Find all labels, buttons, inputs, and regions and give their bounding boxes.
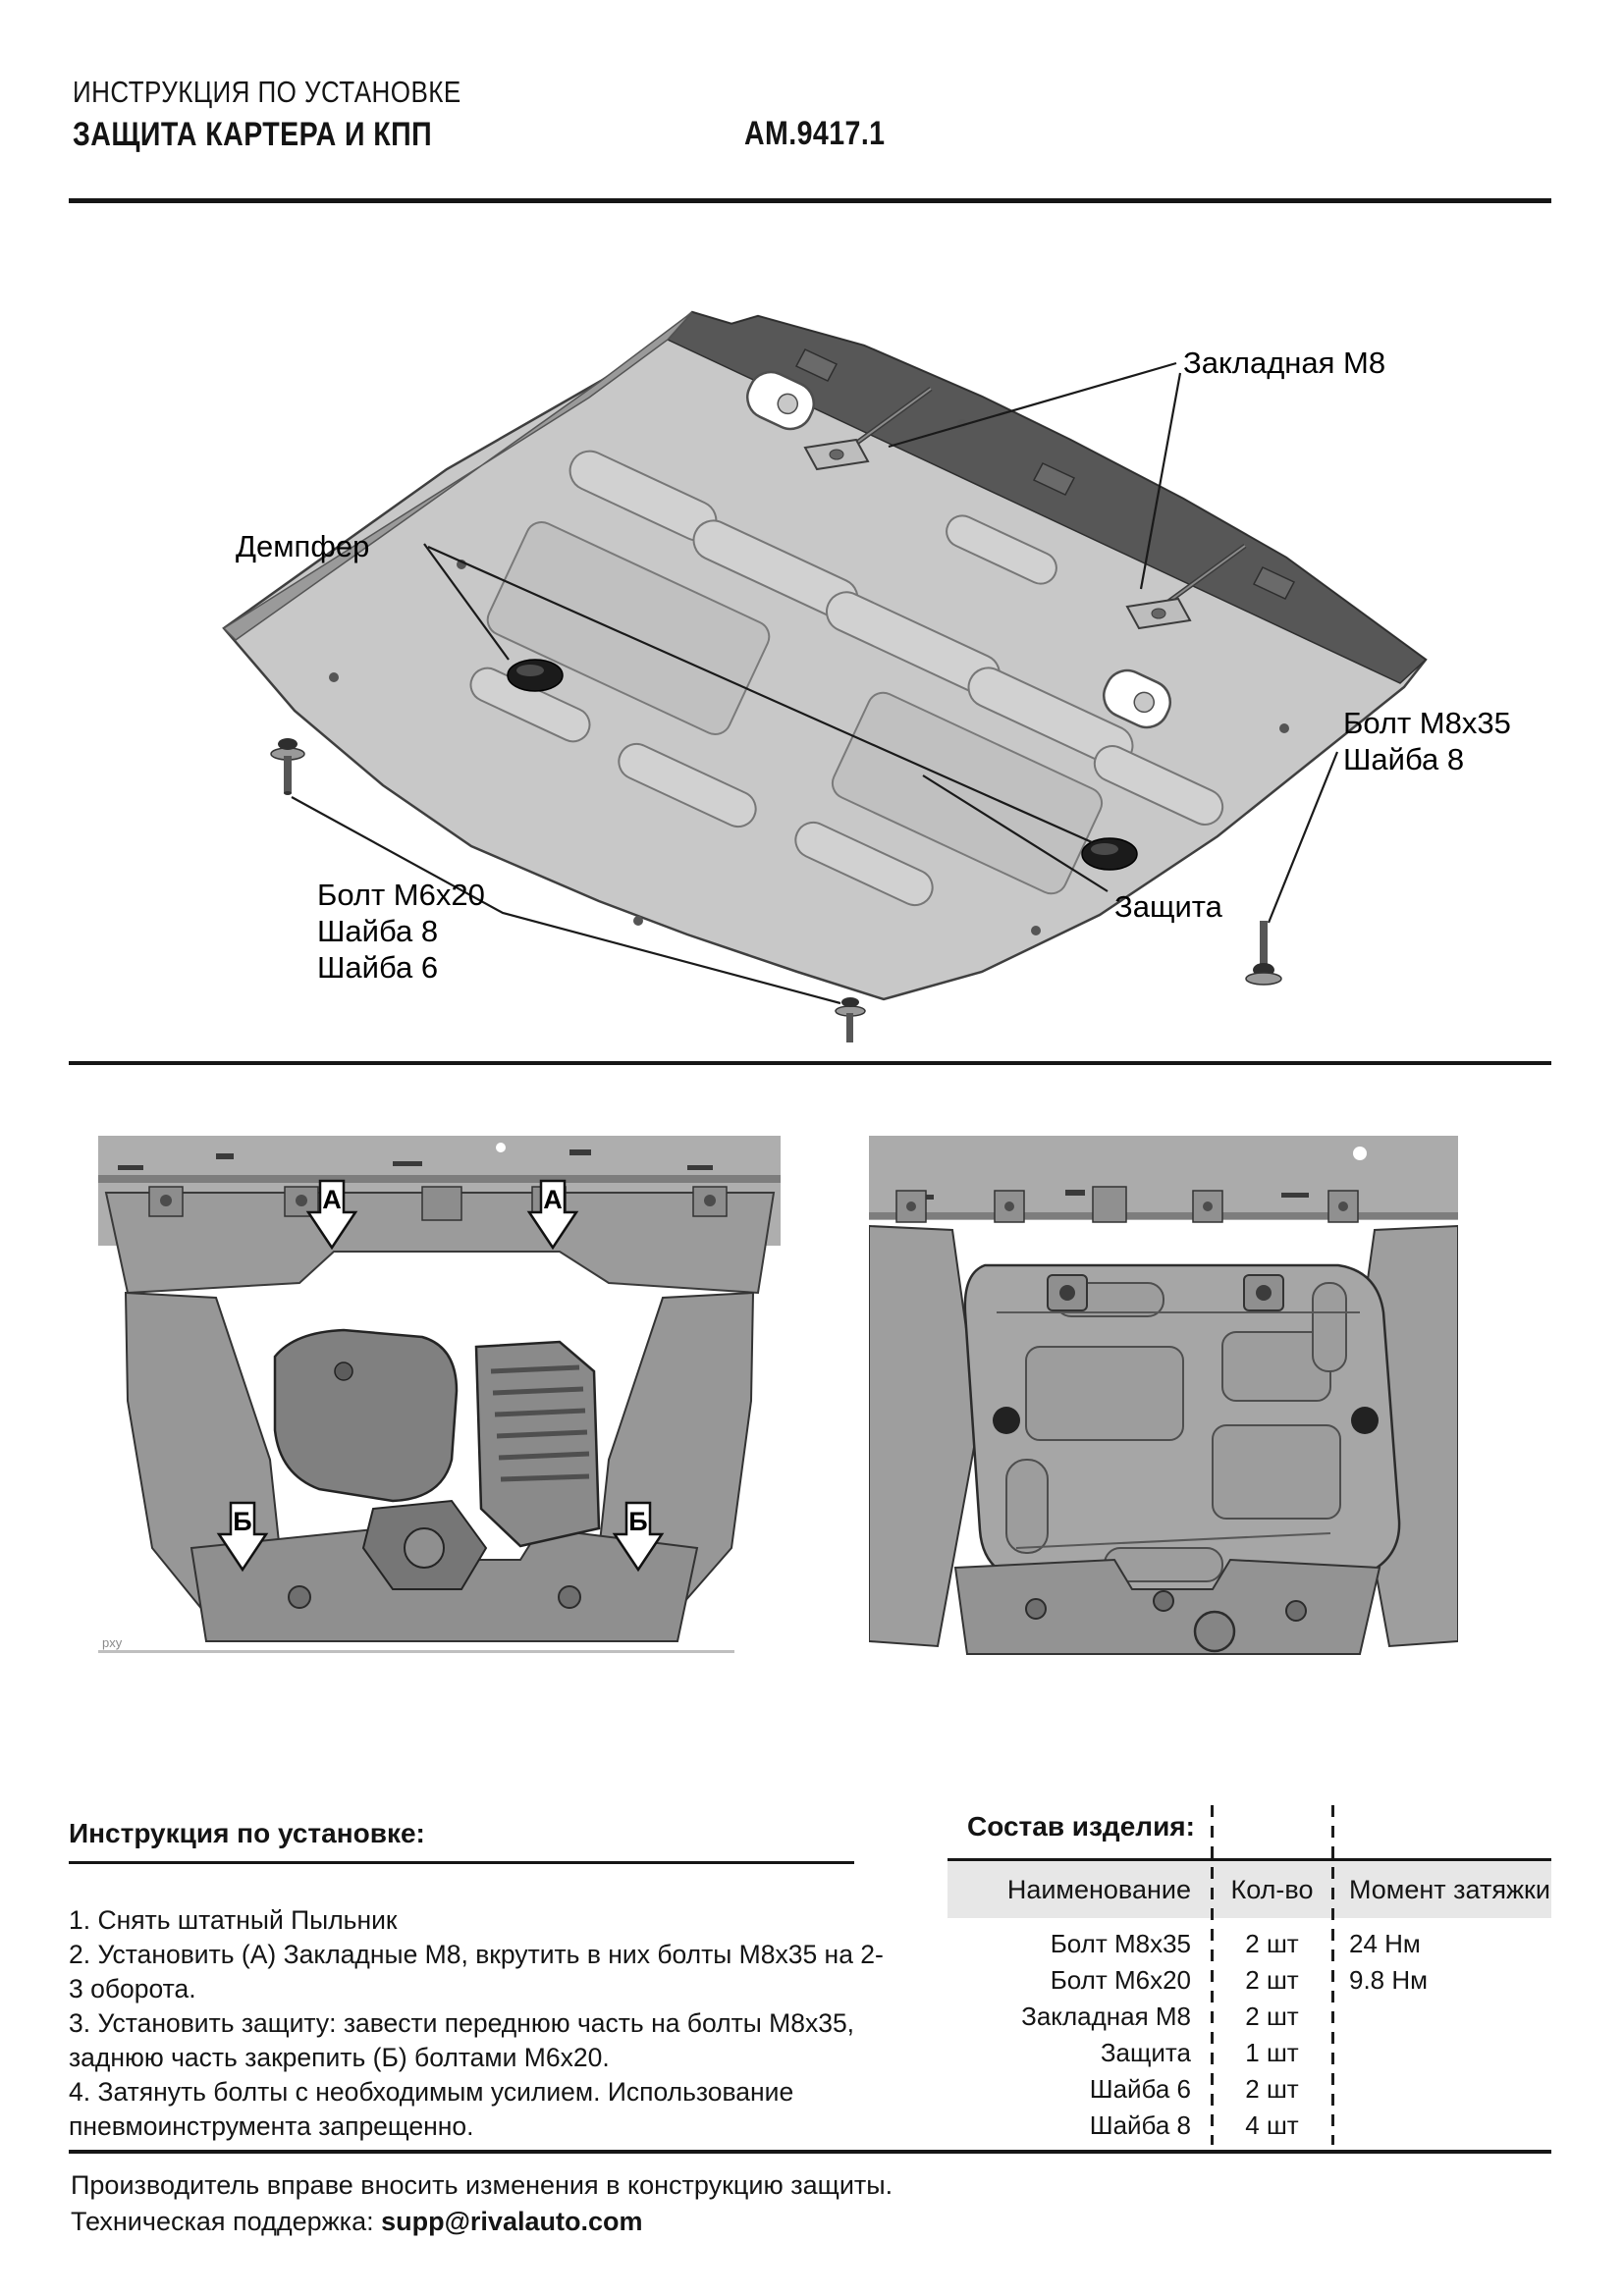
table-dashed-separator [1331, 1805, 1334, 2145]
table-row [947, 2108, 1551, 2144]
table-row [947, 2035, 1551, 2071]
step-1: 1. Снять штатный Пыльник [69, 1905, 398, 1935]
parts-heading: Состав изделия: [967, 1811, 1195, 1842]
instructions-section [69, 1818, 884, 2144]
oil-pan [275, 1330, 457, 1501]
col-name: Наименование [1006, 1874, 1191, 1904]
footer-support [71, 2204, 642, 2240]
svg-text:А: А [543, 1185, 563, 1214]
table-dashed-separator [1211, 1805, 1214, 2145]
footer-disclaimer: Производитель вправе вносить изменения в конструкцию защиты. [71, 2170, 893, 2200]
bolt-m8x35-right [1246, 921, 1281, 985]
cell-name: Защита [1100, 2038, 1191, 2067]
parts-table-section [947, 1811, 1551, 2144]
cell-torque: 24 Нм [1349, 1929, 1421, 1958]
label-guard: Защита [1114, 889, 1222, 924]
label-washer8-right: Шайба 8 [1343, 742, 1465, 776]
cell-qty: 2 шт [1245, 2074, 1299, 2104]
damper-left [508, 660, 563, 691]
svg-text:Б: Б [233, 1507, 252, 1536]
cell-name: Болт М8х35 [1050, 1929, 1191, 1958]
table-row [947, 1962, 1551, 1999]
instructions-rule [69, 1861, 854, 1864]
doc-subtitle: ИНСТРУКЦИЯ ПО УСТАНОВКЕ [73, 75, 461, 109]
photo-with-guard [869, 1136, 1458, 1661]
bolt-m6x20-left [271, 738, 304, 795]
gearbox [476, 1342, 599, 1546]
cell-name: Шайба 6 [1089, 2074, 1191, 2104]
step-2: 2. Установить (А) Закладные М8, вкрутить в них болты М8х35 на 2-3 оборота. [69, 1940, 884, 2003]
cell-name: Болт М6х20 [1050, 1965, 1191, 1995]
cell-qty: 2 шт [1245, 1929, 1299, 1958]
photo-watermark: pxy [102, 1635, 123, 1650]
instructions-heading: Инструкция по установке: [69, 1818, 425, 1848]
cell-name: Закладная М8 [1021, 2002, 1191, 2031]
table-row [947, 2071, 1551, 2108]
label-bolt-m8: Болт М8х35 [1343, 706, 1511, 740]
doc-header [73, 75, 535, 154]
support-label: Техническая поддержка: [71, 2207, 382, 2236]
table-row [947, 1926, 1551, 1962]
col-qty: Кол-во [1230, 1874, 1314, 1904]
cell-name: Шайба 8 [1089, 2110, 1191, 2140]
table-row [947, 1999, 1551, 2035]
doc-title: ЗАЩИТА КАРТЕРА И КПП [73, 116, 433, 153]
svg-text:А: А [322, 1185, 342, 1214]
svg-text:Б: Б [628, 1507, 648, 1536]
mid-rule [69, 1061, 1551, 1065]
cell-qty: 2 шт [1245, 2002, 1299, 2031]
label-washer8-left: Шайба 8 [317, 914, 439, 948]
col-torque: Момент затяжки [1349, 1874, 1550, 1904]
exploded-diagram [0, 211, 1624, 1063]
step-4: 4. Затянуть болты с необходимым усилием. Использование пневмоинструмента запрещенно. [69, 2077, 794, 2141]
step-3: 3. Установить защиту: завести переднюю часть на болты М8х35, заднюю часть закрепить (Б) болтами М6х20. [69, 2008, 855, 2072]
parts-header-row [947, 1861, 1551, 1918]
cell-torque: 9.8 Нм [1349, 1965, 1429, 1995]
part-number: АМ.9417.1 [744, 115, 886, 152]
label-washer6-left: Шайба 6 [317, 950, 439, 985]
label-damper: Демпфер [236, 529, 370, 563]
cell-qty: 1 шт [1245, 2038, 1299, 2067]
damper-right [1082, 838, 1137, 870]
photo-without-guard [98, 1136, 781, 1656]
cell-qty: 4 шт [1245, 2110, 1299, 2140]
cell-qty: 2 шт [1245, 1965, 1299, 1995]
instructions-steps [69, 1903, 884, 2144]
footer-rule [69, 2150, 1551, 2154]
label-embedded-nut: Закладная М8 [1183, 346, 1386, 380]
support-email[interactable]: supp@rivalauto.com [381, 2207, 643, 2236]
header-rule [69, 198, 1551, 203]
label-bolt-m6: Болт М6х20 [317, 878, 485, 912]
